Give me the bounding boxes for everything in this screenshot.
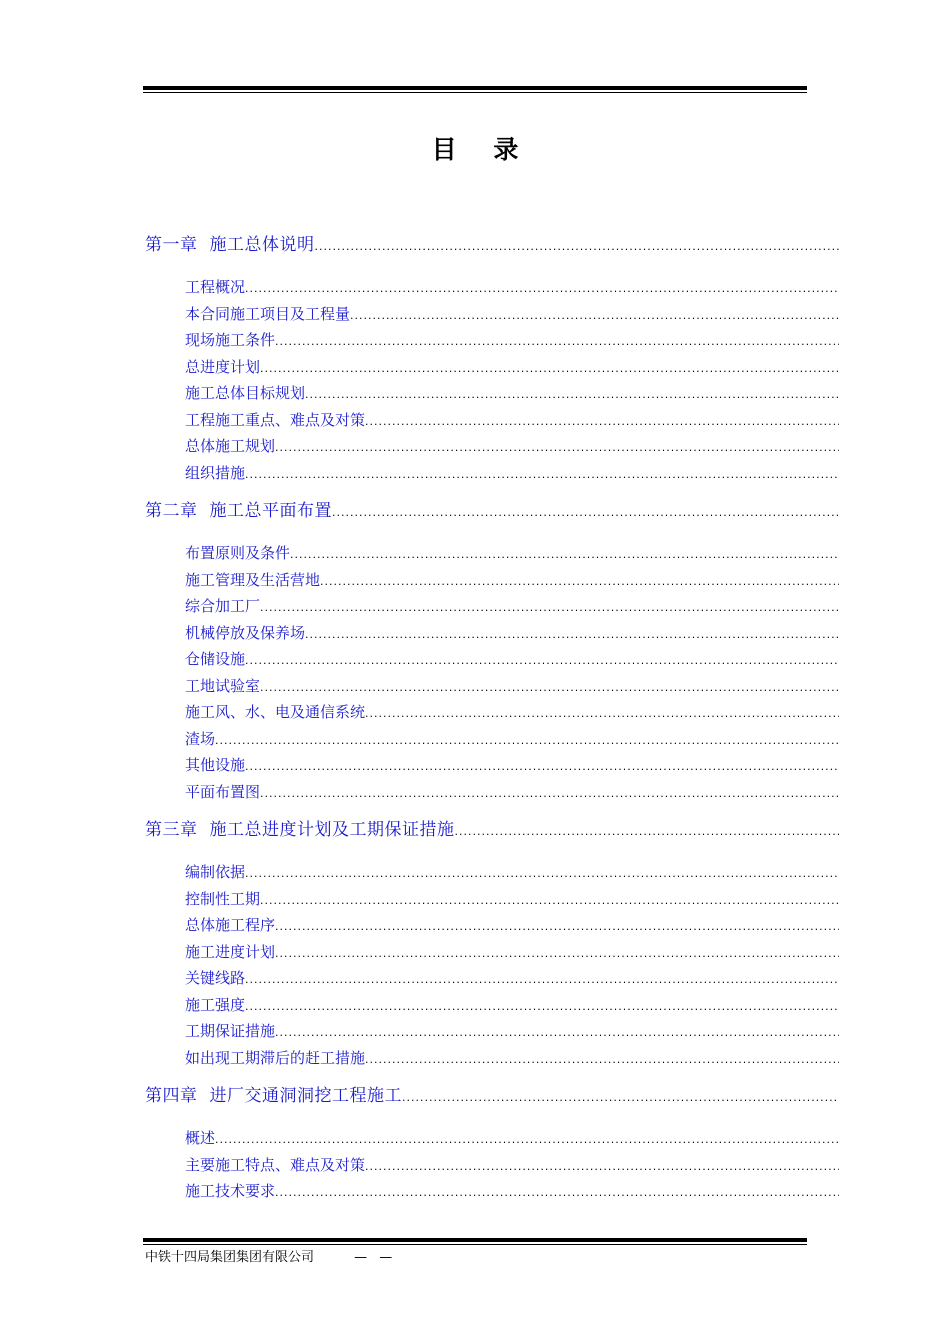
toc-section-entry[interactable] (145, 567, 839, 594)
toc-section-entry[interactable] (145, 301, 839, 328)
toc-leader-dots (245, 283, 839, 294)
toc-leader-dots (245, 974, 839, 985)
toc-section-entry[interactable] (145, 1125, 839, 1152)
toc-section-label: 平面布置图 (185, 782, 261, 801)
toc-section-entry[interactable] (145, 593, 839, 620)
toc-leader-dots (260, 602, 839, 613)
toc-section-entry[interactable] (145, 1152, 839, 1179)
toc-section-entry[interactable] (145, 407, 839, 434)
header-rule-thin (143, 92, 807, 93)
toc-section-entry[interactable] (145, 433, 839, 460)
toc-chapter-number: 第三章 (145, 820, 198, 840)
footer-rule-thin (143, 1244, 807, 1245)
toc-section-label: 工程概况 (185, 278, 246, 296)
toc-section-label: 总体施工程序 (185, 916, 276, 934)
toc-leader-dots (260, 682, 839, 693)
toc-chapter-title: 施工总进度计划及工期保证措施 (209, 820, 455, 840)
toc-chapter-number: 第一章 (145, 235, 198, 255)
toc-section-label: 控制性工期 (185, 889, 261, 908)
toc-section-entry[interactable] (145, 912, 839, 939)
toc-leader-dots (305, 629, 839, 640)
toc-section-entry[interactable] (145, 965, 839, 992)
toc-section-label: 渣场 (185, 729, 216, 748)
toc-section-entry[interactable] (145, 620, 839, 647)
toc-chapter-entry[interactable] (145, 232, 839, 259)
toc-section-label: 其他设施 (185, 756, 246, 774)
toc-leader-dots (455, 826, 840, 837)
toc-section-label: 现场施工条件 (185, 331, 276, 349)
toc-section-entry[interactable] (145, 779, 839, 806)
header-rule-thick (143, 86, 807, 90)
toc-section-label: 施工风、水、电及通信系统 (185, 703, 366, 721)
toc-leader-dots (245, 868, 839, 879)
toc-section-label: 工地试验室 (185, 676, 261, 695)
toc-section-label: 机械停放及保养场 (185, 623, 306, 642)
toc-section-label: 概述 (185, 1129, 216, 1147)
toc-section-entry[interactable] (145, 886, 839, 913)
toc-leader-dots (315, 241, 840, 252)
toc-section-entry[interactable] (145, 646, 839, 673)
toc-leader-dots (290, 549, 839, 560)
toc-section-entry[interactable] (145, 752, 839, 779)
toc-chapter-entry[interactable] (145, 817, 839, 844)
toc-leader-dots (320, 576, 839, 587)
toc-section-entry[interactable] (145, 274, 839, 301)
footer-page-number: — — (354, 1250, 397, 1265)
toc-section-entry[interactable] (145, 1045, 839, 1072)
toc-leader-dots (245, 469, 839, 480)
toc-leader-dots (245, 1001, 839, 1012)
toc-chapter-number: 第二章 (145, 501, 198, 521)
toc-section-entry[interactable] (145, 327, 839, 354)
toc-chapter-label (145, 232, 315, 259)
toc-chapter-label (145, 817, 455, 844)
toc-section-entry[interactable] (145, 992, 839, 1019)
toc-section-entry[interactable] (145, 726, 839, 753)
toc-section-label: 布置原则及条件 (185, 544, 291, 562)
toc-section-entry[interactable] (145, 380, 839, 407)
toc-section-entry[interactable] (145, 859, 839, 886)
toc-section-entry[interactable] (145, 460, 839, 487)
toc-chapter-title: 施工总体说明 (209, 235, 315, 255)
toc-leader-dots (260, 363, 839, 374)
footer-company: 中铁十四局集团集团有限公司 (145, 1250, 315, 1265)
toc-leader-dots (365, 1161, 839, 1172)
toc-leader-dots (275, 442, 839, 453)
toc-leader-dots (275, 336, 839, 347)
toc-section-label: 总进度计划 (185, 357, 261, 376)
toc-leader-dots (275, 1027, 839, 1038)
toc-leader-dots (402, 1092, 839, 1103)
toc-chapter-title: 施工总平面布置 (209, 501, 332, 521)
toc-leader-dots (365, 1054, 839, 1065)
toc-section-label: 编制依据 (185, 863, 246, 881)
toc-section-label: 施工管理及生活营地 (185, 570, 321, 589)
toc-leader-dots (245, 655, 839, 666)
toc-leader-dots (365, 416, 839, 427)
toc-section-label: 本合同施工项目及工程量 (185, 304, 351, 323)
toc-chapter-entry[interactable] (145, 498, 839, 525)
toc-leader-dots (275, 921, 839, 932)
toc-leader-dots (275, 1187, 839, 1198)
toc-section-entry[interactable] (145, 699, 839, 726)
table-of-contents (145, 232, 839, 1217)
toc-chapter-label (145, 498, 332, 525)
toc-chapter-number: 第四章 (145, 1086, 198, 1106)
footer (145, 1246, 396, 1265)
toc-section-label: 综合加工厂 (185, 597, 261, 615)
toc-section-entry[interactable] (145, 1178, 839, 1205)
toc-leader-dots (350, 310, 839, 321)
toc-section-label: 施工总体目标规划 (185, 384, 306, 402)
toc-section-label: 组织措施 (185, 463, 246, 482)
toc-section-label: 施工进度计划 (185, 942, 276, 961)
toc-section-label: 施工强度 (185, 995, 246, 1014)
toc-section-label: 施工技术要求 (185, 1182, 276, 1200)
toc-section-entry[interactable] (145, 540, 839, 567)
toc-chapter-label (145, 1083, 402, 1110)
toc-section-entry[interactable] (145, 939, 839, 966)
toc-leader-dots (365, 708, 839, 719)
toc-section-label: 工期保证措施 (185, 1022, 276, 1040)
page-title: 目 录 (431, 135, 533, 164)
toc-leader-dots (305, 389, 839, 400)
toc-leader-dots (260, 788, 839, 799)
toc-section-label: 主要施工特点、难点及对策 (185, 1155, 366, 1174)
toc-leader-dots (260, 895, 839, 906)
toc-leader-dots (215, 1134, 839, 1145)
toc-leader-dots (332, 507, 839, 518)
toc-leader-dots (275, 948, 839, 959)
toc-section-label: 关键线路 (185, 969, 246, 987)
toc-section-label: 如出现工期滞后的赶工措施 (185, 1048, 366, 1067)
toc-section-entry[interactable] (145, 1018, 839, 1045)
footer-rule-thick (143, 1238, 807, 1242)
toc-section-label: 工程施工重点、难点及对策 (185, 410, 366, 429)
toc-section-label: 仓储设施 (185, 650, 246, 668)
toc-section-entry[interactable] (145, 354, 839, 381)
toc-leader-dots (245, 761, 839, 772)
toc-section-entry[interactable] (145, 673, 839, 700)
toc-leader-dots (215, 735, 839, 746)
toc-section-label: 总体施工规划 (185, 437, 276, 455)
toc-chapter-title: 进厂交通洞洞挖工程施工 (209, 1086, 402, 1106)
toc-chapter-entry[interactable] (145, 1083, 839, 1110)
